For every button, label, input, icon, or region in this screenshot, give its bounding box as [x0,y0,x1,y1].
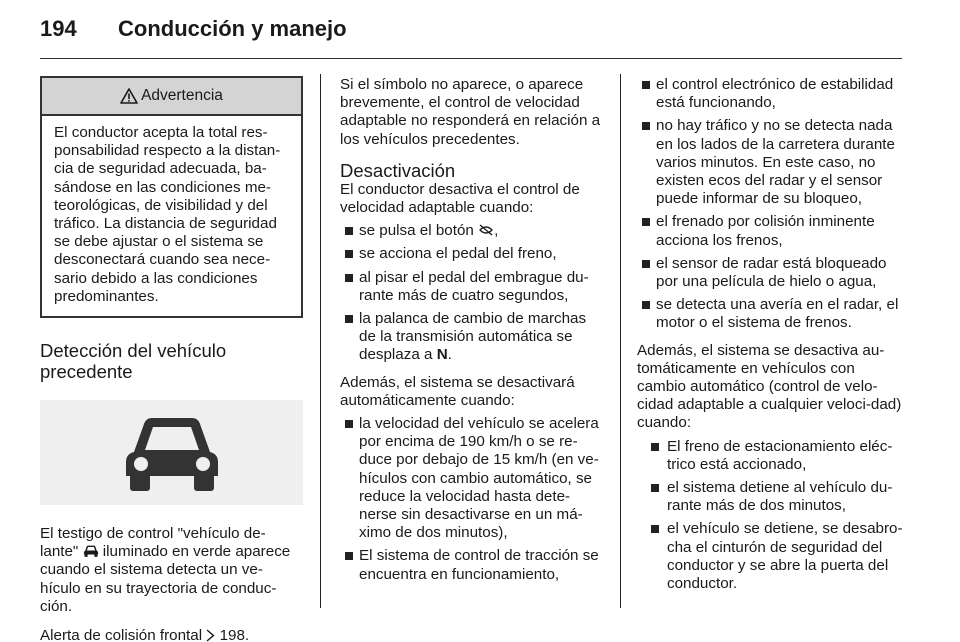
warning-box [40,76,303,318]
page-number: 194 [40,16,77,41]
auto-deactivation-list-cont [637,76,905,333]
page-header [40,16,920,56]
collision-reference: Alerta de colisión frontal 198. [40,627,250,642]
auto-transmission-list [637,438,905,594]
deactivation-list [340,222,605,364]
header-rule [40,58,902,59]
list-item: el sistema detiene al vehículo du-rante más de dos minutos, [637,479,905,515]
cruise-cancel-icon [478,223,494,237]
deactivation-intro: El conductor desactiva el control de velocidad adaptable cuando: [340,180,580,217]
column-divider-1 [320,74,321,608]
list-item: la velocidad del vehículo se acelera por encima de 190 km/h o se re-duce por debajo de 15 km/h (en ve-hículos con cambio automático, se reduce la velocidad hasta dete-nerse sin desactivarse en un má-ximo de dos minutos), [340,415,605,542]
list-item: al pisar el pedal del embrague du-rante más de cuatro segundos, [340,269,605,305]
list-item: el sensor de radar está bloqueado por una película de hielo o agua, [637,255,905,291]
list-item: la palanca de cambio de marchas de la transmisión automática se desplaza a N. [340,310,605,365]
vehicle-ahead-icon [83,544,99,558]
section-heading-deactivation: Desactivación [340,159,456,181]
vehicle-ahead-icon [120,412,224,494]
warning-header [42,78,301,116]
column-divider-2 [620,74,621,608]
vehicle-ahead-figure [40,400,303,505]
column-2 [340,76,605,584]
list-item: se pulsa el botón , [340,222,605,240]
detection-paragraph: El testigo de control "vehículo de-lante" iluminado en verde aparece cuando el sistema detecta un ve-hículo en su trayectoria de conduc-ción. [40,525,291,615]
page-reference-icon [206,629,215,642]
list-item: El sistema de control de tracción se encuentra en funcionamiento, [340,547,605,583]
list-item: el control electrónico de estabilidad está funcionando, [637,76,905,112]
list-item: el vehículo se detiene, se desabro-cha el cinturón de seguridad del conductor y se abre la puerta del conductor. [637,520,905,593]
auto-deactivation-list [340,415,605,584]
column-1 [40,76,303,642]
list-item: se acciona el pedal del freno, [340,245,605,263]
list-item: El freno de estacionamiento eléc-trico está accionado, [637,438,905,474]
column-3 [637,76,905,593]
warning-text: El conductor acepta la total res-ponsabilidad respecto a la distan-cia de seguridad adecuada, ba-sándose en las condiciones me-teorológicas, de visibilidad y del tráfico. La distancia de seguridad se debe ajustar o el sistema se desconectará cuando sea nece-sario debido a las condiciones predominantes. [54,124,281,305]
warning-title: Advertencia [141,86,223,104]
auto-deactivation-intro: Además, el sistema se desactivará automáticamente cuando: [340,373,575,409]
page-title: Conducción y manejo [118,16,347,41]
list-item: no hay tráfico y no se detecta nada en los lados de la carretera durante varios minutos. En este caso, no existen ecos del radar y el sensor puede informar de su bloqueo, [637,117,905,208]
list-item: se detecta una avería en el radar, el motor o el sistema de frenos. [637,296,905,332]
auto-transmission-paragraph: Además, el sistema se desactiva au-tomáticamente en vehículos con cambio automático (control de velo-cidad adaptable a cualquier veloci-dad) cuando: [637,341,902,432]
list-item: el frenado por colisión inminente acciona los frenos, [637,213,905,249]
section-heading-vehicle-detection: Detección del vehículo precedente [40,340,227,383]
warning-triangle-icon [120,88,138,104]
symbol-intro: Si el símbolo no aparece, o aparece brevemente, el control de velocidad adaptable no responderá en relación a los vehículos precedentes. [340,76,601,148]
